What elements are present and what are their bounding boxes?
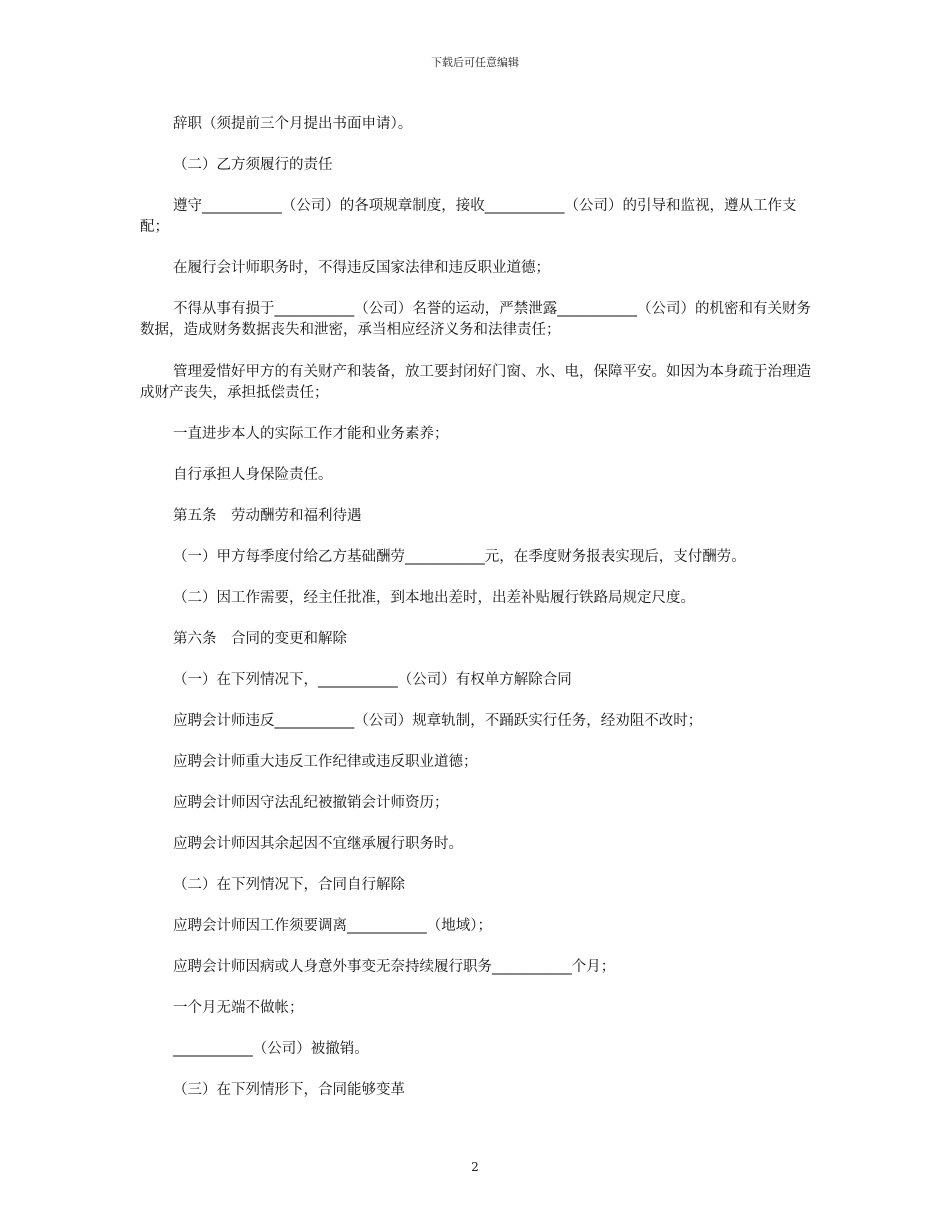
paragraph: （一）甲方每季度付给乙方基础酬劳___________元，在季度财务报表实现后，支付酬劳。	[173, 549, 746, 565]
paragraph: 自行承担人身保险责任。	[173, 467, 333, 483]
paragraph: 应聘会计师因工作须要调离___________（地域）；	[173, 918, 492, 934]
paragraph: 应聘会计师重大违反工作纪律或违反职业道德；	[173, 754, 478, 770]
paragraph: 一个月无端不做帐；	[173, 1000, 304, 1016]
paragraph: 遵守___________（公司）的各项规章制度，接收___________（公司）的引导和监视，遵从工作支配；	[140, 198, 797, 235]
paragraph: 辞职（须提前三个月提出书面申请）。	[173, 116, 413, 132]
page-number: 2	[471, 1160, 479, 1174]
paragraph: 不得从事有损于___________（公司）名誉的运动，严禁泄露___________（公司）的机密和有关财务数据，造成财务数据丧失和泄密，承当相应经济义务和法律责任；	[140, 301, 811, 338]
page-header: 下载后可任意编辑	[431, 56, 519, 69]
section-heading: （三）在下列情形下，合同能够变革	[173, 1082, 405, 1098]
paragraph: 应聘会计师因病或人身意外事变无奈持续履行职务___________个月；	[173, 959, 616, 975]
section-heading: （一）在下列情况下，___________（公司）有权单方解除合同	[173, 672, 572, 688]
article-heading: 第六条 合同的变更和解除	[173, 631, 347, 647]
paragraph: 应聘会计师因其余起因不宜继承履行职务时。	[173, 836, 463, 852]
paragraph: ___________（公司）被撤销。	[173, 1041, 369, 1057]
paragraph: 应聘会计师违反___________（公司）规章轨制，不踊跃实行任务，经劝阻不改时；	[173, 713, 703, 729]
paragraph: （二）因工作需要，经主任批准，到本地出差时，出差补贴履行铁路局规定尺度。	[173, 590, 695, 606]
section-heading: （二）在下列情况下，合同自行解除	[173, 877, 405, 893]
section-heading: （二）乙方须履行的责任	[173, 157, 333, 173]
paragraph: 管理爱惜好甲方的有关财产和装备，放工要封闭好门窗、水、电，保障平安。如因为本身疏于治理造成财产丧失，承担抵偿责任；	[140, 364, 811, 401]
paragraph: 一直进步本人的实际工作才能和业务素养；	[173, 426, 449, 442]
article-heading: 第五条 劳动酬劳和福利待遇	[173, 508, 362, 524]
paragraph: 应聘会计师因守法乱纪被撤销会计师资历；	[173, 795, 449, 811]
paragraph: 在履行会计师职务时，不得违反国家法律和违反职业道德；	[173, 260, 550, 276]
